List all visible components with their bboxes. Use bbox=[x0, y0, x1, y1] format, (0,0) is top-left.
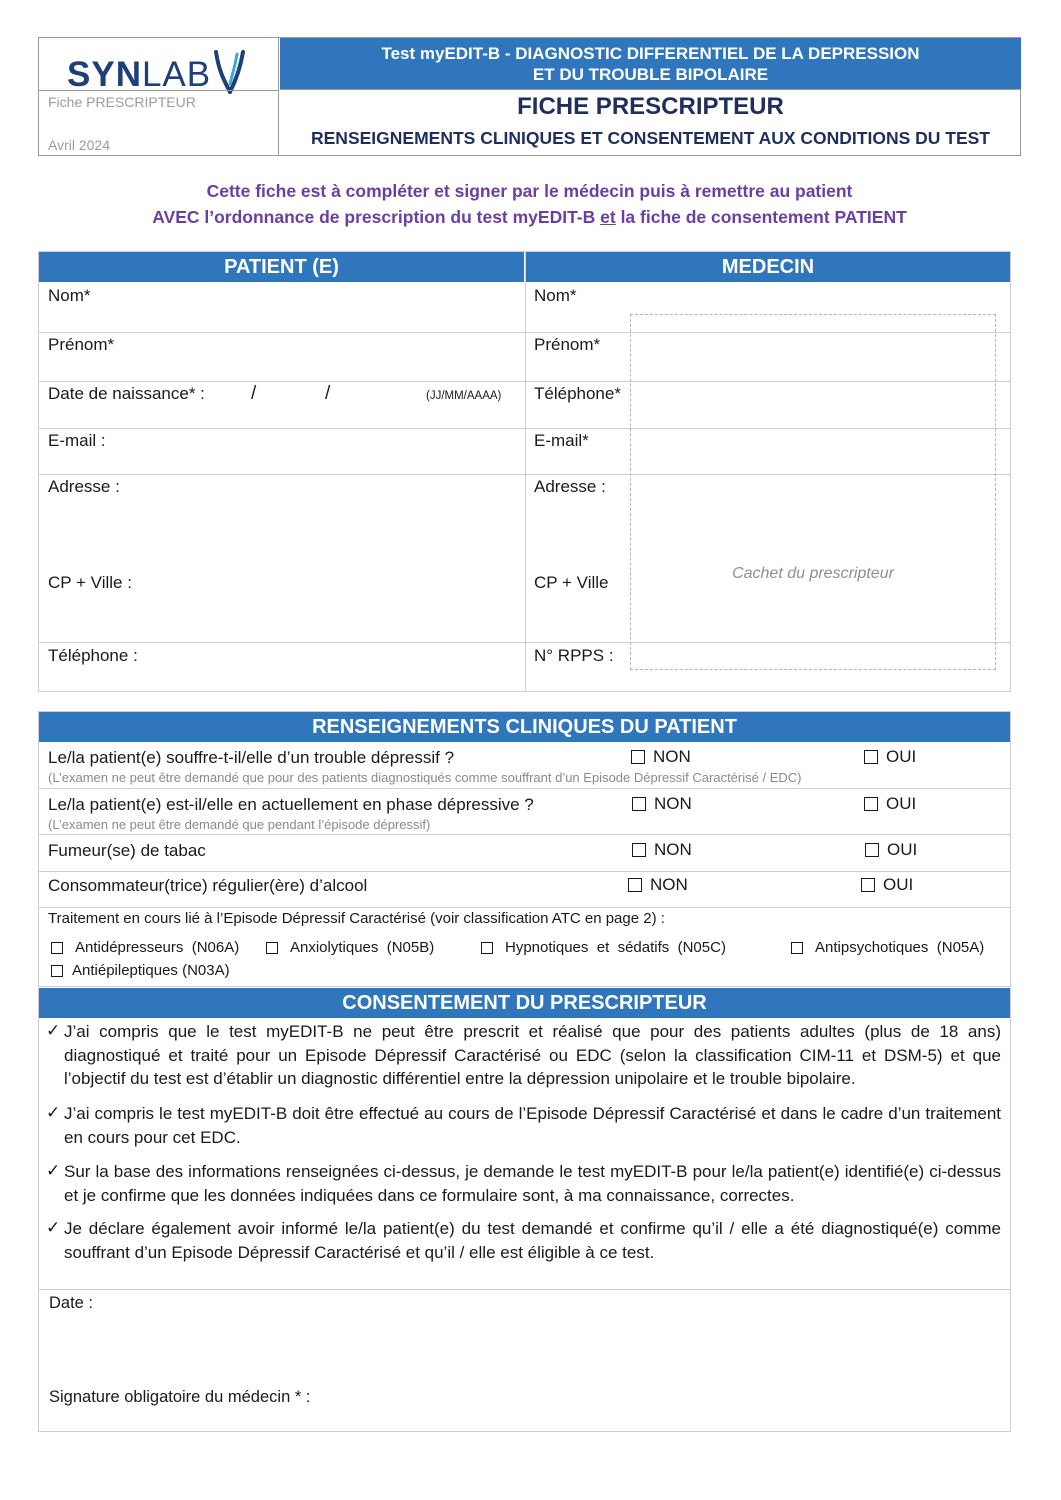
check-icon: ✓ bbox=[46, 1103, 61, 1122]
column-divider bbox=[525, 252, 526, 691]
instructions bbox=[38, 178, 1021, 230]
row-divider bbox=[39, 907, 1010, 908]
check-icon: ✓ bbox=[46, 1161, 61, 1180]
divider bbox=[39, 90, 279, 91]
row-divider bbox=[39, 871, 1010, 872]
date-separator: / bbox=[325, 383, 331, 404]
test-title-band bbox=[280, 38, 1021, 90]
row-divider bbox=[39, 788, 1010, 789]
clinical-header: RENSEIGNEMENTS CLINIQUES DU PATIENT bbox=[39, 712, 1010, 742]
test-title-line2: ET DU TROUBLE BIPOLAIRE bbox=[532, 65, 769, 84]
treatment-antipsychotiques-checkbox[interactable]: Antipsychotiques (N05A) bbox=[791, 939, 984, 956]
question-trouble-depressif: Le/la patient(e) souffre-t-il/elle d’un trouble dépressif ? bbox=[48, 748, 455, 767]
prescriber-stamp-area[interactable] bbox=[630, 314, 996, 670]
synlab-logo bbox=[67, 50, 247, 94]
checkbox-icon bbox=[51, 942, 63, 954]
checkbox-icon bbox=[51, 965, 63, 977]
synlab-mark-icon bbox=[213, 50, 247, 94]
fiche-label: Fiche PRESCRIPTEUR bbox=[48, 94, 196, 110]
treatment-title: Traitement en cours lié à l’Episode Dépressif Caractérisé (voir classification ATC en page 2) : bbox=[48, 910, 665, 927]
test-title-line1: Test myEDIT-B - DIAGNOSTIC DIFFERENTIEL DE LA DEPRESSION bbox=[381, 44, 920, 63]
clinical-section bbox=[38, 711, 1011, 987]
consent-item: ✓ J’ai compris le test myEDIT-B doit être effectué au cours de l’Episode Dépressif Caractérisé et dans le cadre d’un traitement en cours pour cet EDC. bbox=[46, 1103, 1001, 1147]
medecin-nom-field[interactable]: Nom* bbox=[534, 286, 577, 305]
instructions-line1: Cette fiche est à compléter et signer par le médecin puis à remettre au patient bbox=[206, 181, 853, 201]
medecin-email-field[interactable]: E-mail* bbox=[534, 431, 589, 450]
checkbox-icon bbox=[791, 942, 803, 954]
patient-telephone-field[interactable]: Téléphone : bbox=[48, 646, 138, 665]
patient-cp-ville-field[interactable]: CP + Ville : bbox=[48, 573, 132, 592]
q1-non-checkbox[interactable]: NON bbox=[631, 747, 691, 767]
q3-oui-checkbox[interactable]: OUI bbox=[865, 840, 917, 860]
instructions-line2: AVEC l’ordonnance de prescription du test myEDIT-B et la fiche de consentement PATIENT bbox=[152, 207, 907, 227]
treatment-antidepresseurs-checkbox[interactable]: Antidépresseurs (N06A) bbox=[51, 939, 239, 956]
row-divider bbox=[39, 1289, 1010, 1290]
consent-item: ✓ Je déclare également avoir informé le/la patient(e) du test demandé et confirme qu’il / elle a été diagnostiqué(e) comme souffrant d’un Episode Dépressif Caractérisé et qu’il / elle est éligible à ce test. bbox=[46, 1218, 1001, 1262]
question-note: (L’examen ne peut être demandé que pendant l’épisode dépressif) bbox=[48, 817, 431, 832]
consent-header: CONSENTEMENT DU PRESCRIPTEUR bbox=[38, 988, 1011, 1018]
date-field[interactable]: Date : bbox=[49, 1294, 94, 1312]
medecin-cp-ville-field[interactable]: CP + Ville bbox=[534, 573, 609, 592]
medecin-telephone-field[interactable]: Téléphone* bbox=[534, 384, 621, 403]
check-icon: ✓ bbox=[46, 1021, 61, 1040]
medecin-adresse-field[interactable]: Adresse : bbox=[534, 477, 606, 496]
medecin-header: MEDECIN bbox=[526, 252, 1010, 282]
date-format-hint: (JJ/MM/AAAA) bbox=[426, 390, 502, 402]
checkbox-icon bbox=[632, 797, 646, 811]
consent-item: ✓ Sur la base des informations renseignées ci-dessus, je demande le test myEDIT-B pour le/la patient(e) identifié(e) ci-dessus et je confirme que les données indiquées dans ce formulaire sont, à ma connaissance, correctes. bbox=[46, 1161, 1001, 1205]
question-note: (L’examen ne peut être demandé que pour des patients diagnostiqués comme souffrant d’un Episode Dépressif Caractérisé / EDC) bbox=[48, 770, 802, 785]
q1-oui-checkbox[interactable]: OUI bbox=[864, 747, 916, 767]
medecin-prenom-field[interactable]: Prénom* bbox=[534, 335, 601, 354]
checkbox-icon bbox=[266, 942, 278, 954]
patient-medecin-table bbox=[38, 251, 1011, 692]
q3-non-checkbox[interactable]: NON bbox=[632, 840, 692, 860]
treatment-anxiolytiques-checkbox[interactable]: Anxiolytiques (N05B) bbox=[266, 939, 434, 956]
checkbox-icon bbox=[865, 843, 879, 857]
question-tabac: Fumeur(se) de tabac bbox=[48, 841, 206, 860]
stamp-placeholder: Cachet du prescripteur bbox=[732, 565, 894, 582]
logo-text-bold: SYN bbox=[67, 55, 142, 94]
page-subtitle: RENSEIGNEMENTS CLINIQUES ET CONSENTEMENT AUX CONDITIONS DU TEST bbox=[311, 128, 990, 148]
consent-section bbox=[38, 988, 1011, 1432]
q2-non-checkbox[interactable]: NON bbox=[632, 794, 692, 814]
medecin-rpps-field[interactable]: N° RPPS : bbox=[534, 646, 614, 665]
checkbox-icon bbox=[861, 878, 875, 892]
signature-field[interactable]: Signature obligatoire du médecin * : bbox=[49, 1388, 311, 1406]
patient-nom-field[interactable]: Nom* bbox=[48, 286, 91, 305]
patient-birthdate-field[interactable]: Date de naissance* : bbox=[48, 384, 205, 403]
checkbox-icon bbox=[628, 878, 642, 892]
patient-header: PATIENT (E) bbox=[39, 252, 524, 282]
checkbox-icon bbox=[631, 750, 645, 764]
q4-oui-checkbox[interactable]: OUI bbox=[861, 875, 913, 895]
document-header bbox=[38, 37, 1021, 156]
check-icon: ✓ bbox=[46, 1218, 61, 1237]
q2-oui-checkbox[interactable]: OUI bbox=[864, 794, 916, 814]
logo-text-light: LAB bbox=[141, 55, 212, 94]
document-date: Avril 2024 bbox=[48, 137, 111, 153]
patient-prenom-field[interactable]: Prénom* bbox=[48, 335, 115, 354]
page-title: FICHE PRESCRIPTEUR bbox=[517, 93, 784, 120]
patient-email-field[interactable]: E-mail : bbox=[48, 431, 106, 450]
question-alcool: Consommateur(trice) régulier(ère) d’alcool bbox=[48, 876, 368, 895]
logo-cell bbox=[39, 38, 279, 155]
treatment-hypnotiques-checkbox[interactable]: Hypnotiques et sédatifs (N05C) bbox=[481, 939, 726, 956]
checkbox-icon bbox=[481, 942, 493, 954]
q4-non-checkbox[interactable]: NON bbox=[628, 875, 688, 895]
consent-item: ✓ J’ai compris que le test myEDIT-B ne peut être prescrit et réalisé que pour des patients adultes (plus de 18 ans) diagnostiqué et traité pour un Episode Dépressif Caractérisé ou EDC (selon la classification CIM-11 et DSM-5) et que l’objectif du test est d’établir un diagnostic différentiel entre la dépression unipolaire et le trouble bipolaire. bbox=[46, 1021, 1001, 1088]
row-divider bbox=[39, 834, 1010, 835]
question-phase-depressive: Le/la patient(e) est-il/elle en actuellement en phase dépressive ? bbox=[48, 795, 534, 814]
checkbox-icon bbox=[864, 750, 878, 764]
date-separator: / bbox=[251, 383, 257, 404]
patient-adresse-field[interactable]: Adresse : bbox=[48, 477, 120, 496]
checkbox-icon bbox=[864, 797, 878, 811]
treatment-antiepileptiques-checkbox[interactable]: Antiépileptiques (N03A) bbox=[51, 962, 230, 979]
checkbox-icon bbox=[632, 843, 646, 857]
